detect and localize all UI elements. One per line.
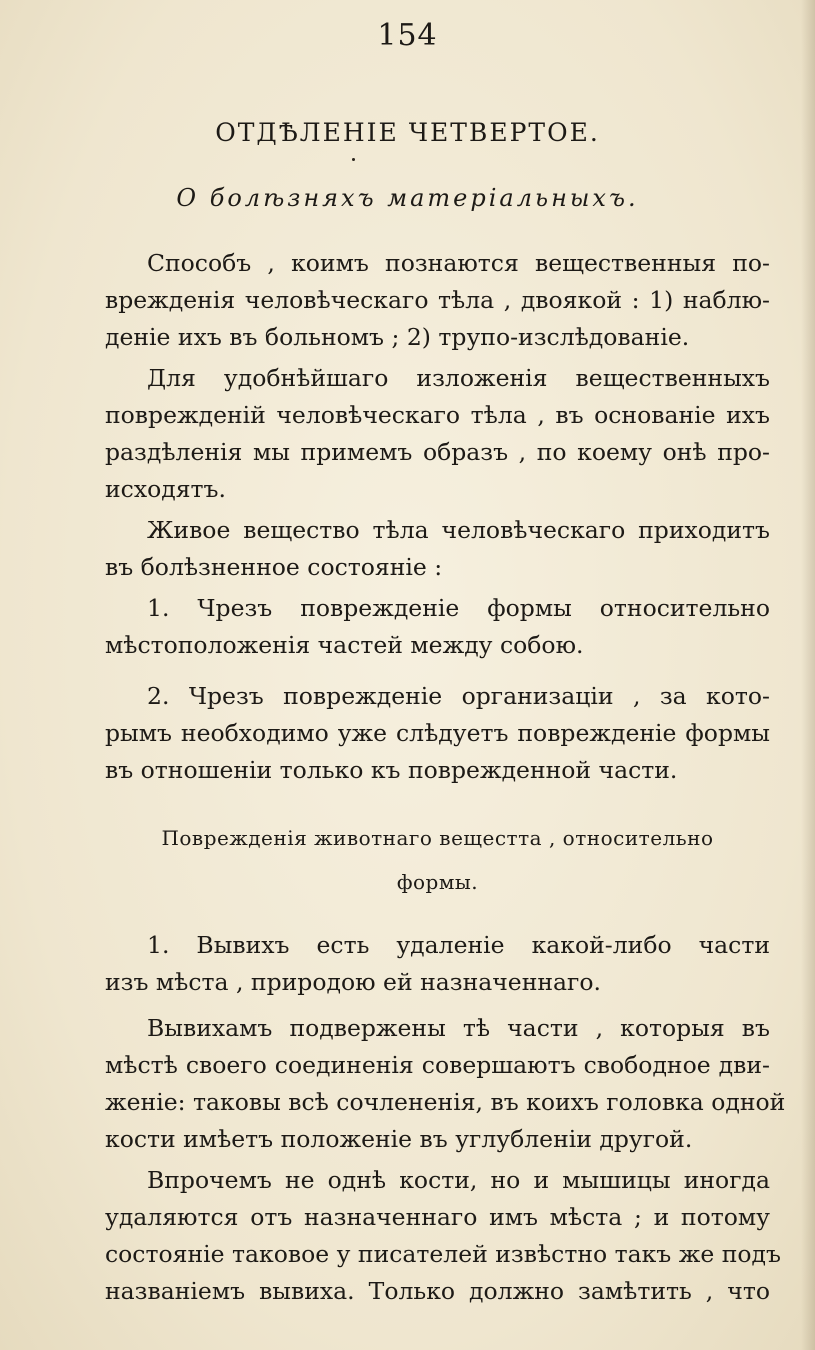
paragraph-dislocation: [105, 927, 770, 1001]
text-line: 1. Вывихъ есть удаленіе какой-либо части: [147, 931, 770, 959]
paragraph-living-matter: [105, 512, 770, 586]
list-item-2: [105, 678, 770, 789]
text-line: исходятъ.: [105, 475, 226, 503]
text-line: раздѣленія мы примемъ образъ , по коему онѣ про-: [105, 438, 770, 466]
text-line: Впрочемъ не однѣ кости, но и мышицы иногда: [147, 1166, 770, 1194]
paragraph-classification: [105, 360, 770, 508]
text-line: Способъ , коимъ познаются вещественныя по-: [147, 249, 770, 277]
text-line: Вывихамъ подвержены тѣ части , которыя въ: [147, 1014, 770, 1042]
section-title: ОТДѢЛЕНІЕ ЧЕТВЕРТОЕ.: [215, 118, 600, 147]
text-line: мѣстѣ своего соединенія совершаютъ свободное дви-: [105, 1051, 770, 1079]
text-line: Для удобнѣйшаго изложенія вещественныхъ: [147, 364, 770, 392]
text-line: состояніе таковое у писателей извѣстно такъ же подъ: [105, 1240, 781, 1268]
paragraph-muscles: [105, 1162, 781, 1310]
text-line: названіемъ вывиха. Только должно замѣтить , что: [105, 1277, 770, 1305]
list-item-1: [105, 590, 770, 664]
text-line: изъ мѣста , природою ей назначеннаго.: [105, 968, 601, 996]
text-line: рымъ необходимо уже слѣдуетъ поврежденіе формы: [105, 719, 770, 747]
text-line: деніе ихъ въ больномъ ; 2) трупо-изслѣдованіе.: [105, 323, 690, 351]
text-line: въ болѣзненное состояніе :: [105, 553, 443, 581]
text-line: поврежденій человѣческаго тѣла , въ основаніе ихъ: [105, 401, 770, 429]
print-speck: [352, 158, 355, 161]
paragraph-joints: [105, 1010, 786, 1158]
text-line: врежденія человѣческаго тѣла , двоякой : 1) наблю-: [105, 286, 770, 314]
subheading: [105, 816, 770, 904]
text-line: мѣстоположенія частей между собою.: [105, 631, 584, 659]
paragraph-methods: [105, 245, 770, 356]
subheading-line: Поврежденія животнаго вещестта , относительно: [161, 826, 714, 850]
text-line: Живое вещество тѣла человѣческаго приходитъ: [147, 516, 770, 544]
page-number: 154: [377, 18, 438, 53]
text-line: 2. Чрезъ поврежденіе организаціи , за кото-: [147, 682, 770, 710]
section-subtitle: О болѣзняхъ матеріальныхъ.: [176, 184, 639, 212]
text-line: женіе: таковы всѣ сочлененія, въ коихъ головка одной: [105, 1088, 786, 1116]
text-line: 1. Чрезъ поврежденіе формы относительно: [147, 594, 770, 622]
text-line: въ отношеніи только къ поврежденной части.: [105, 756, 678, 784]
text-line: кости имѣетъ положеніе въ углубленіи другой.: [105, 1125, 693, 1153]
text-line: удаляются отъ назначеннаго имъ мѣста ; и потому: [105, 1203, 770, 1231]
subheading-line: формы.: [396, 870, 479, 894]
